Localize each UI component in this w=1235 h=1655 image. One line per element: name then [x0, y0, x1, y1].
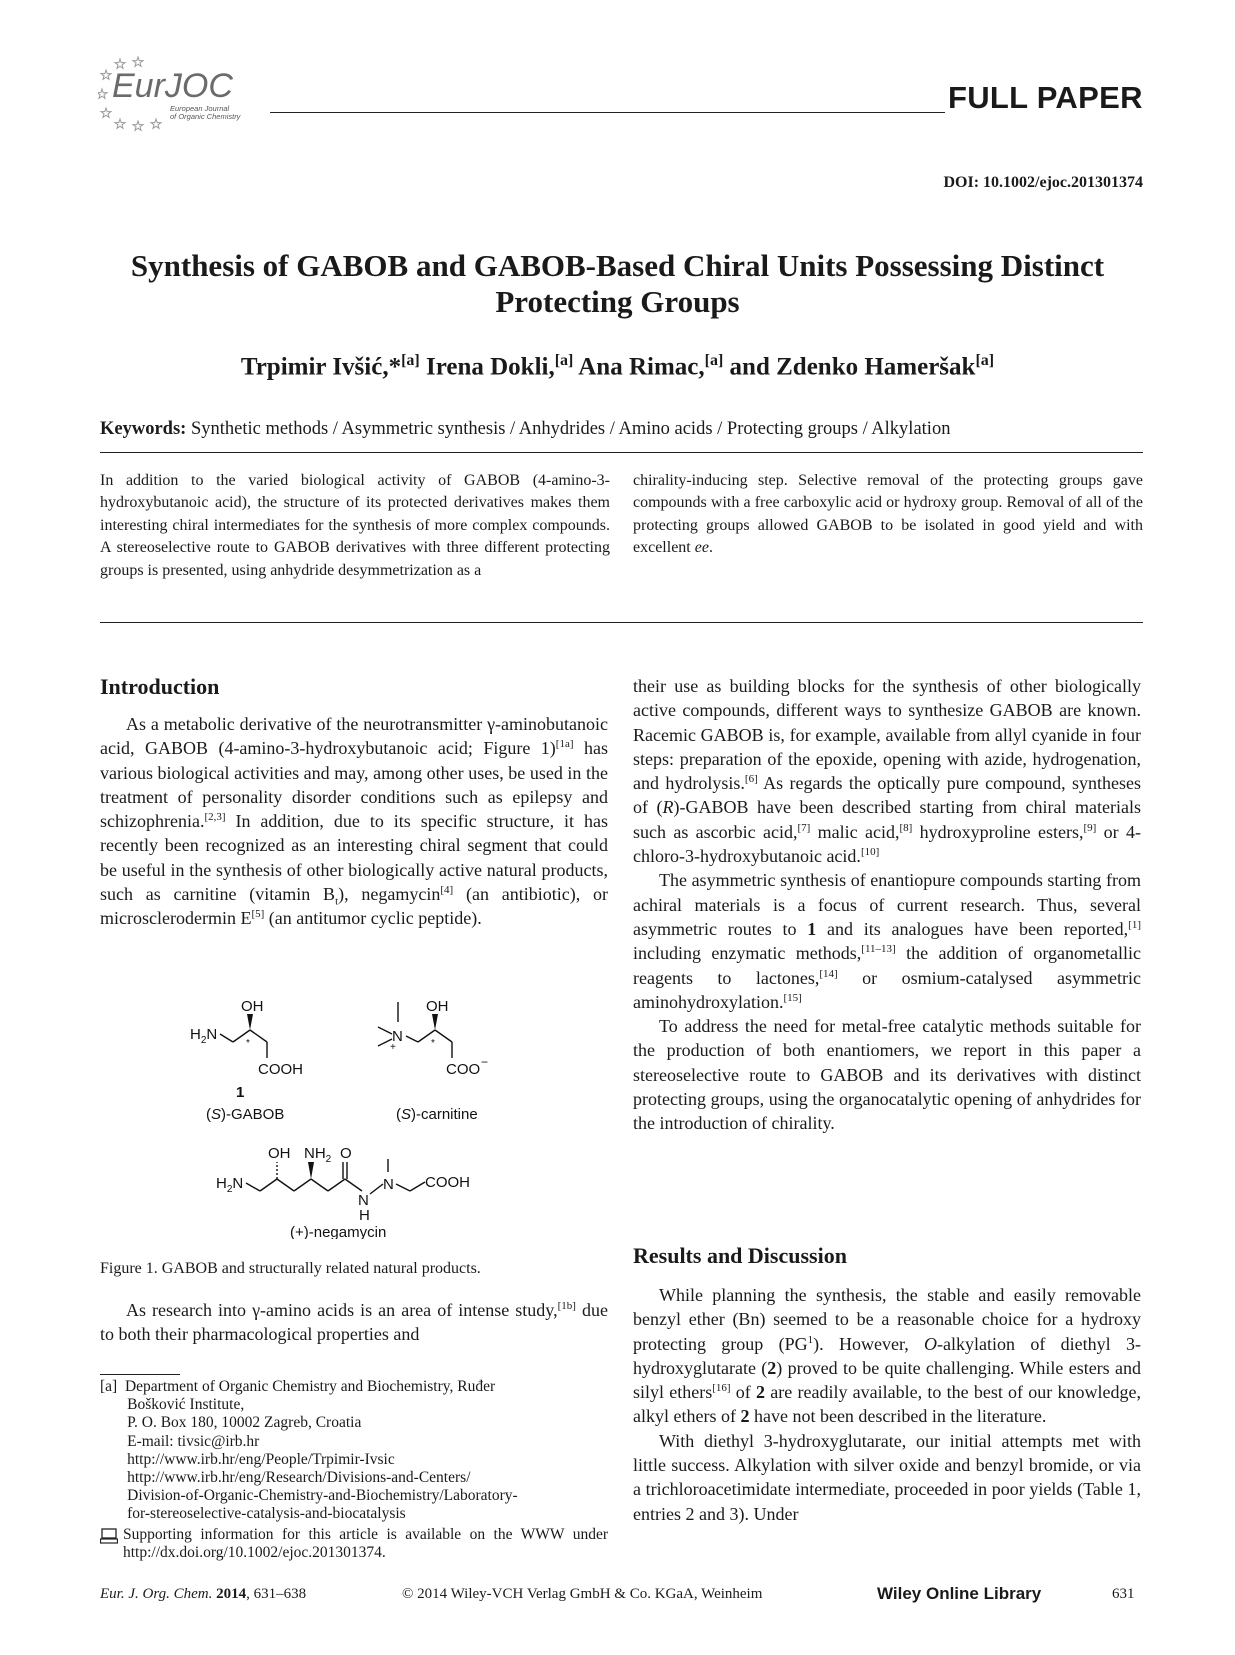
atom-n: N — [358, 1192, 369, 1209]
author-name: Irena Dokli, — [425, 353, 555, 381]
journal-pages: , 631–638 — [246, 1586, 307, 1602]
section-label: FULL PAPER — [948, 80, 1143, 115]
citation-ref[interactable]: [7] — [797, 821, 811, 834]
citation-ref[interactable]: [6] — [744, 773, 758, 786]
negamycin-label: (+)-negamycin — [290, 1224, 387, 1239]
journal-name: Eur. J. Org. Chem. — [100, 1586, 213, 1602]
svg-text:*: * — [246, 1038, 250, 1049]
introduction-paragraph-4: The asymmetric synthesis of enantiopure compounds starting from achiral materials is a focus of current research. Thus, several asymmetric routes to 1 and its analogues have been reported,[1] including enzymatic methods,[11–13] the addition of organometallic reagents to lactones,[14] or osmium-catalysed asymmetric aminohydroxylation.[15] — [633, 870, 1142, 1012]
introduction-paragraph-5: To address the need for metal-free catalytic methods suitable for the production of both enantiomers, we report in this paper a stereoselective route to GABOB and its derivatives with distinct protecting groups, using the organocatalytic opening of anhydrides for the introduction of chirality. — [633, 1016, 1141, 1134]
citation-ref[interactable]: [1] — [1128, 918, 1141, 931]
title-line-2: Protecting Groups — [495, 284, 740, 319]
footnote-line: [a] Department of Organic Chemistry and Biochemistry, Ruđer — [100, 1378, 496, 1395]
footnote-rule — [100, 1374, 180, 1375]
citation-ref[interactable]: [8] — [899, 821, 913, 834]
citation-ref[interactable]: [14] — [819, 967, 838, 980]
citation-ref[interactable]: [11–13] — [861, 943, 896, 956]
citation-ref[interactable]: [4] — [440, 884, 454, 897]
abstract-bottom-rule — [100, 622, 1143, 623]
footer-copyright: © 2014 Wiley-VCH Verlag GmbH & Co. KGaA, Weinheim — [402, 1586, 763, 1602]
footnote-url[interactable]: http://www.irb.hr/eng/Research/Divisions-and-Centers/ — [100, 1469, 471, 1487]
footnote-email[interactable]: E-mail: tivsic@irb.hr — [100, 1432, 260, 1450]
author-affiliation: [a] — [975, 352, 995, 369]
citation-ref[interactable]: [2,3] — [204, 811, 226, 824]
citation-ref[interactable]: [5] — [251, 908, 265, 921]
svg-text:+: + — [390, 1042, 396, 1053]
citation-ref[interactable]: [1b] — [557, 1300, 576, 1312]
atom-cooh: COOH — [425, 1174, 470, 1191]
author-name: Zdenko Hameršak — [776, 353, 976, 381]
supporting-info-text[interactable]: Supporting information for this article is available on the WWW under http://dx.doi.org/10.1002/ejoc.201301374. — [123, 1525, 608, 1561]
atom-cooh: COOH — [258, 1061, 303, 1078]
introduction-heading: Introduction — [100, 674, 220, 699]
abstract-end: . — [708, 539, 713, 557]
abstract-right-column — [633, 470, 1143, 560]
author-list — [95, 352, 1140, 381]
carnitine-label: (S)-carnitine — [396, 1106, 478, 1123]
abstract-text: chirality-inducing step. Selective removal of the protecting groups gave compounds with a free carboxylic acid or hydroxy group. Removal of all of the protecting groups allowed GABOB to be isolated in good yield and with excellent — [633, 472, 1143, 557]
citation-ref[interactable]: [9] — [1083, 821, 1097, 834]
abstract-top-rule — [100, 452, 1143, 453]
introduction-paragraph-3: their use as building blocks for the synthesis of other biologically active compounds, different ways to synthesize GABOB are known. Racemic GABOB is, for example, available from allyl cyanide in four steps: preparation of the epoxide, opening with azide, hydrogenation, and hydrolysis.[6] As regards the optically pure compound, syntheses of (R)-GABOB have been described starting from chiral materials such as ascorbic acid,[7] malic acid,[8] hydroxyproline esters,[9] or 4-chloro-3-hydroxybutanoic acid.[10] — [633, 676, 1141, 867]
atom-n: N — [383, 1176, 394, 1193]
atom-oh: OH — [268, 1145, 291, 1162]
introduction-continued — [633, 674, 1141, 1136]
doi[interactable]: DOI: 10.1002/ejoc.201301374 — [943, 174, 1143, 191]
title-line-1: Synthesis of GABOB and GABOB-Based Chiral Units Possessing Distinct — [130, 248, 1105, 283]
wiley-online-library-link[interactable]: Wiley Online Library — [877, 1584, 1042, 1603]
svg-text:−: − — [481, 1055, 489, 1069]
results-paragraph-1: While planning the synthesis, the stable and easily removable benzyl ether (Bn) seemed to be a reasonable choice for a hydroxy protecting group $(PG^1)$. However, O-alkylation of diethyl 3-hydroxyglutarate (2) proved to be quite challenging. While esters and silyl ethers[16] of 2 are readily available, to the best of our knowledge, alkyl ethers of 2 have not been described in the literature. — [633, 1285, 1142, 1427]
citation-ref[interactable]: [15] — [783, 991, 802, 1004]
introduction-paragraph-2: As research into γ-amino acids is an area of intense study,[1b] due to both their pharmacological properties and — [100, 1300, 608, 1345]
affiliation-footnote — [100, 1378, 608, 1562]
atom-n: N — [392, 1028, 403, 1045]
figure-caption: Figure 1. GABOB and structurally related natural products. — [100, 1260, 481, 1277]
keywords-label: Keywords: — [100, 419, 187, 439]
atom-h2n: $H_2N$ — [216, 1175, 244, 1195]
author-affiliation: [a] — [401, 352, 420, 369]
atom-o: O — [340, 1145, 352, 1162]
computer-icon — [100, 1528, 118, 1544]
abstract-ee: ee — [694, 539, 709, 557]
carnitine-structure — [378, 998, 488, 1123]
author-name: Ana Rimac, — [578, 353, 705, 381]
journal-logo — [98, 55, 268, 135]
atom-h2n: $H_2N$ — [190, 1026, 218, 1046]
author-name: Trpimir Ivšić,* — [240, 353, 402, 381]
svg-text:*: * — [431, 1038, 435, 1049]
header-rule — [270, 112, 945, 113]
svg-text:EurJOC: EurJOC — [112, 67, 233, 105]
figure-1-structures — [180, 994, 540, 1239]
supporting-info — [100, 1526, 608, 1562]
atom-oh: OH — [241, 998, 264, 1015]
results-text — [633, 1283, 1141, 1526]
atom-nh2: $NH_2$ — [304, 1145, 332, 1165]
gabob-structure — [190, 998, 303, 1123]
compound-number: 1 — [236, 1084, 245, 1101]
footnote-url[interactable]: Division-of-Organic-Chemistry-and-Biochemistry/Laboratory- — [100, 1487, 518, 1505]
negamycin-structure — [216, 1145, 470, 1239]
abstract-left-column: In addition to the varied biological activity of GABOB (4-amino-3-hydroxybutanoic acid), the structure of its protected derivatives makes them interesting chiral intermediates for the synthesis of more complex compounds. A stereoselective route to GABOB derivatives with three different protecting groups is presented, using anhydride desymmetrization as a — [100, 472, 610, 579]
page-number: 631 — [1112, 1586, 1135, 1602]
svg-text:of Organic Chemistry: of Organic Chemistry — [170, 112, 241, 121]
footer-citation — [100, 1586, 306, 1603]
citation-ref[interactable]: [16] — [712, 1382, 731, 1395]
atom-coo: COO — [446, 1061, 481, 1078]
footnote-url[interactable]: for-stereoselective-catalysis-and-biocatalysis — [100, 1505, 406, 1523]
results-heading: Results and Discussion — [633, 1243, 847, 1268]
article-title — [95, 248, 1140, 320]
introduction-paragraph-1: As a metabolic derivative of the neurotransmitter γ-aminobutanoic acid, GABOB (4-amino-3-hydroxybutanoic acid; Figure 1)[1a] has various biological activities and may, among other uses, be used in the treatment of personality disorder conditions such as epilepsy and schizophrenia.[2,3] In addition, due to its specific structure, it has recently been recognized as an interesting chiral segment that could be useful in the synthesis of other biologically active natural products, such as carnitine (vitamin $B_t$), negamycin[4] (an antibiotic), or microsclerodermin E[5] (an antitumor cyclic peptide). — [100, 714, 608, 929]
svg-text:European Journal: European Journal — [170, 104, 230, 113]
footnote-line: Bošković Institute, — [100, 1396, 245, 1414]
citation-ref[interactable]: [1a] — [555, 738, 574, 751]
keywords-list: Synthetic methods / Asymmetric synthesis / Anhydrides / Amino acids / Protecting groups / Alkylation — [190, 419, 951, 439]
author-affiliation: [a] — [704, 352, 724, 369]
results-paragraph-2: With diethyl 3-hydroxyglutarate, our initial attempts met with little success. Alkylation with silver oxide and benzyl bromide, or via a trichloroacetimidate intermediate, proceeded in poor yields (Table 1, entries 2 and 3). Under — [633, 1430, 1141, 1524]
gabob-label: (S)-GABOB — [206, 1106, 285, 1123]
author-separator: and — [723, 353, 777, 381]
atom-oh: OH — [426, 998, 449, 1015]
author-affiliation: [a] — [554, 352, 574, 369]
journal-year: 2014 — [216, 1586, 247, 1602]
footnote-line: P. O. Box 180, 10002 Zagreb, Croatia — [100, 1414, 362, 1432]
atom-h: H — [359, 1207, 370, 1224]
keywords — [100, 419, 950, 440]
footnote-url[interactable]: http://www.irb.hr/eng/People/Trpimir-Ivsic — [100, 1450, 395, 1468]
citation-ref[interactable]: [10] — [860, 846, 880, 859]
